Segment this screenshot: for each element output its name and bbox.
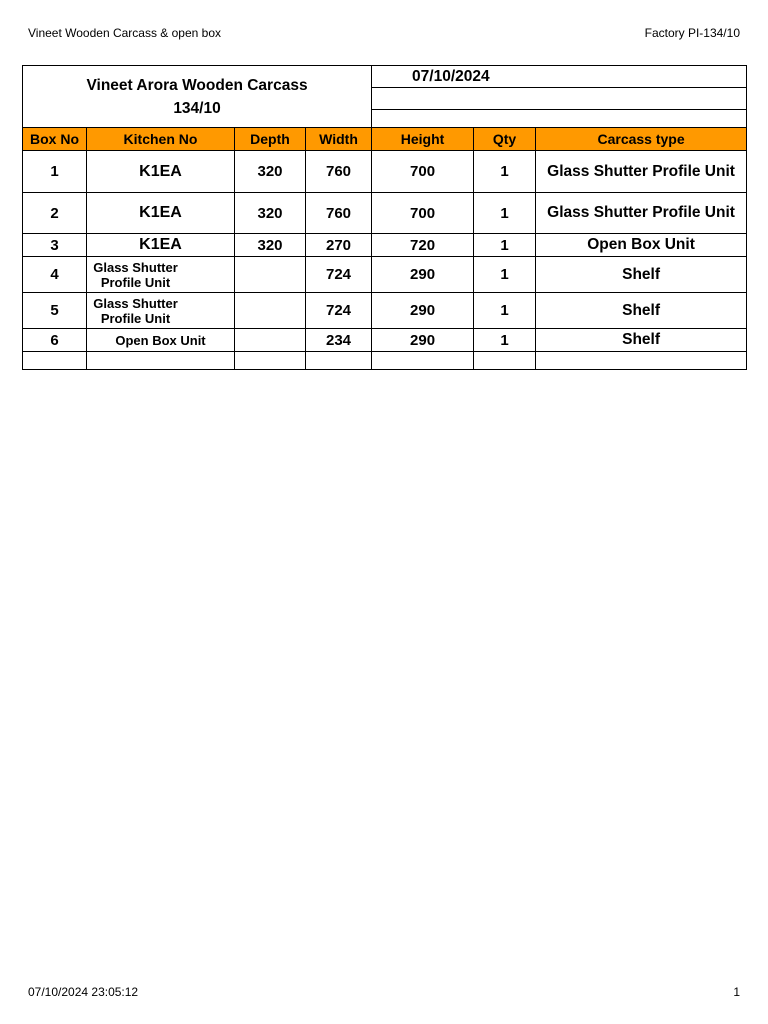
kitchen-no-cell: Glass Shutter Profile Unit: [87, 257, 235, 293]
carcass-type-cell: Open Box Unit: [536, 234, 747, 257]
kitchen-no-cell: Glass Shutter Profile Unit: [87, 293, 235, 329]
qty-cell: 1: [474, 293, 536, 329]
table-row: [23, 293, 747, 329]
carcass-type-cell: Glass Shutter Profile Unit: [536, 151, 747, 193]
width-cell: 760: [306, 151, 372, 193]
box-no-cell: 2: [23, 193, 87, 234]
print-timestamp: 07/10/2024 23:05:12: [28, 985, 139, 999]
width-cell: 724: [306, 257, 372, 293]
carcass-type-cell: Shelf: [536, 293, 747, 329]
kitchen-no-cell: K1EA: [87, 234, 235, 257]
table-row: [23, 234, 747, 257]
blank-cell: [23, 352, 87, 370]
col-width: Width: [306, 128, 372, 151]
box-no-cell: 5: [23, 293, 87, 329]
box-no-cell: 1: [23, 151, 87, 193]
carcass-type-cell: Shelf: [536, 257, 747, 293]
page-number: 1: [733, 985, 740, 999]
col-depth: Depth: [235, 128, 306, 151]
box-no-cell: 6: [23, 329, 87, 352]
depth-cell: [235, 257, 306, 293]
page-header-right: Factory PI-134/10: [644, 26, 740, 40]
blank-cell: [87, 352, 235, 370]
height-cell: 290: [372, 293, 474, 329]
title-line-1: Vineet Arora Wooden Carcass: [86, 76, 308, 94]
column-header-row: [23, 128, 747, 151]
width-cell: 234: [306, 329, 372, 352]
col-kitchen-no: Kitchen No: [87, 128, 235, 151]
qty-cell: 1: [474, 193, 536, 234]
kitchen-no-cell: Open Box Unit: [87, 329, 235, 352]
sheet-title: [23, 66, 372, 128]
table-row: [23, 151, 747, 193]
title-line-2: 134/10: [173, 99, 221, 117]
blank-cell: [372, 88, 747, 110]
depth-cell: 320: [235, 193, 306, 234]
sheet-date: [372, 66, 747, 88]
height-cell: 290: [372, 257, 474, 293]
col-qty: Qty: [474, 128, 536, 151]
date-text: 07/10/2024: [412, 67, 490, 85]
carcass-type-cell: Shelf: [536, 329, 747, 352]
col-height: Height: [372, 128, 474, 151]
kitchen-no-cell: K1EA: [87, 151, 235, 193]
kitchen-no-cell: K1EA: [87, 193, 235, 234]
box-no-cell: 4: [23, 257, 87, 293]
blank-cell: [306, 352, 372, 370]
page-header-left: Vineet Wooden Carcass & open box: [28, 26, 222, 40]
width-cell: 724: [306, 293, 372, 329]
height-cell: 700: [372, 151, 474, 193]
blank-cell: [235, 352, 306, 370]
height-cell: 700: [372, 193, 474, 234]
depth-cell: 320: [235, 151, 306, 193]
carcass-type-cell: Glass Shutter Profile Unit: [536, 193, 747, 234]
depth-cell: [235, 329, 306, 352]
qty-cell: 1: [474, 329, 536, 352]
width-cell: 760: [306, 193, 372, 234]
height-cell: 290: [372, 329, 474, 352]
col-carcass-type: Carcass type: [536, 128, 747, 151]
table-row: [23, 257, 747, 293]
height-cell: 720: [372, 234, 474, 257]
table-row: [23, 193, 747, 234]
table-row: [23, 329, 747, 352]
empty-row: [23, 352, 747, 370]
col-box-no: Box No: [23, 128, 87, 151]
qty-cell: 1: [474, 151, 536, 193]
blank-cell: [474, 352, 536, 370]
blank-cell: [372, 352, 474, 370]
blank-cell: [372, 110, 747, 128]
blank-cell: [536, 352, 747, 370]
qty-cell: 1: [474, 234, 536, 257]
carcass-table: [22, 65, 747, 370]
depth-cell: 320: [235, 234, 306, 257]
width-cell: 270: [306, 234, 372, 257]
qty-cell: 1: [474, 257, 536, 293]
depth-cell: [235, 293, 306, 329]
box-no-cell: 3: [23, 234, 87, 257]
